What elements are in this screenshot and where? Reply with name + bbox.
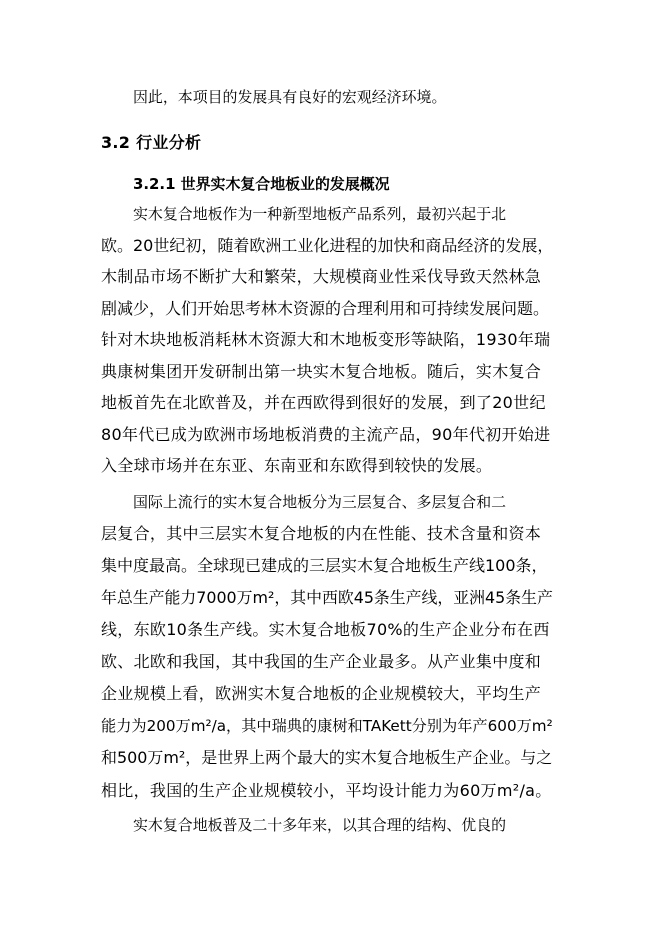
paragraph-line: 层复合，其中三层实木复合地板的内在性能、技术含量和资本	[101, 524, 542, 543]
paragraph-line: 实木复合地板作为一种新型地板产品系列，最初兴起于北	[133, 205, 507, 223]
paragraph-line: 地板首先在北欧普及，并在西欧得到很好的发展，到了20世纪	[101, 393, 546, 412]
paragraph-line: 相比，我国的生产企业规模较小，平均设计能力为60万m²/a。	[101, 781, 552, 800]
paragraph-line: 国际上流行的实木复合地板分为三层复合、多层复合和二	[133, 493, 507, 511]
paragraph-line: 典康树集团开发研制出第一块实木复合地板。随后，实木复合	[101, 362, 542, 381]
paragraph-line: 剧减少，人们开始思考林木资源的合理利用和可持续发展问题。	[101, 299, 550, 318]
paragraph-line: 实木复合地板普及二十多年来，以其合理的结构、优良的	[133, 816, 507, 834]
paragraph-line: 欧、北欧和我国，其中我国的生产企业最多。从产业集中度和	[101, 652, 542, 671]
paragraph-line: 80年代已成为欧洲市场地板消费的主流产品，90年代初开始进	[101, 425, 551, 444]
subsection-heading: 3.2.1 世界实木复合地板业的发展概况	[133, 175, 390, 193]
paragraph-line: 年总生产能力7000万m²，其中西欧45条生产线，亚洲45条生产	[101, 588, 553, 607]
section-heading: 3.2 行业分析	[101, 133, 202, 152]
paragraph-line: 线，东欧10条生产线。实木复合地板70%的生产企业分布在西	[101, 620, 550, 639]
paragraph-line: 和500万m²，是世界上两个最大的实木复合地板生产企业。与之	[101, 748, 553, 767]
paragraph-line: 因此，本项目的发展具有良好的宏观经济环境。	[133, 88, 447, 106]
paragraph-line: 针对木块地板消耗林木资源大和木地板变形等缺陷，1930年瑞	[101, 330, 551, 349]
paragraph-line: 欧。20世纪初，随着欧洲工业化进程的加快和商品经济的发展，	[101, 236, 554, 255]
paragraph-line: 企业规模上看，欧洲实木复合地板的企业规模较大，平均生产	[101, 684, 542, 703]
paragraph-line: 木制品市场不断扩大和繁荣，大规模商业性采伐导致天然林急	[101, 267, 542, 286]
paragraph-line: 集中度最高。全球现已建成的三层实木复合地板生产线100条，	[101, 556, 548, 575]
paragraph-line: 入全球市场并在东亚、东南亚和东欧得到较快的发展。	[101, 456, 493, 475]
paragraph-line: 能力为200万m²/a，其中瑞典的康树和TAKett分别为年产600万m²	[101, 717, 553, 735]
